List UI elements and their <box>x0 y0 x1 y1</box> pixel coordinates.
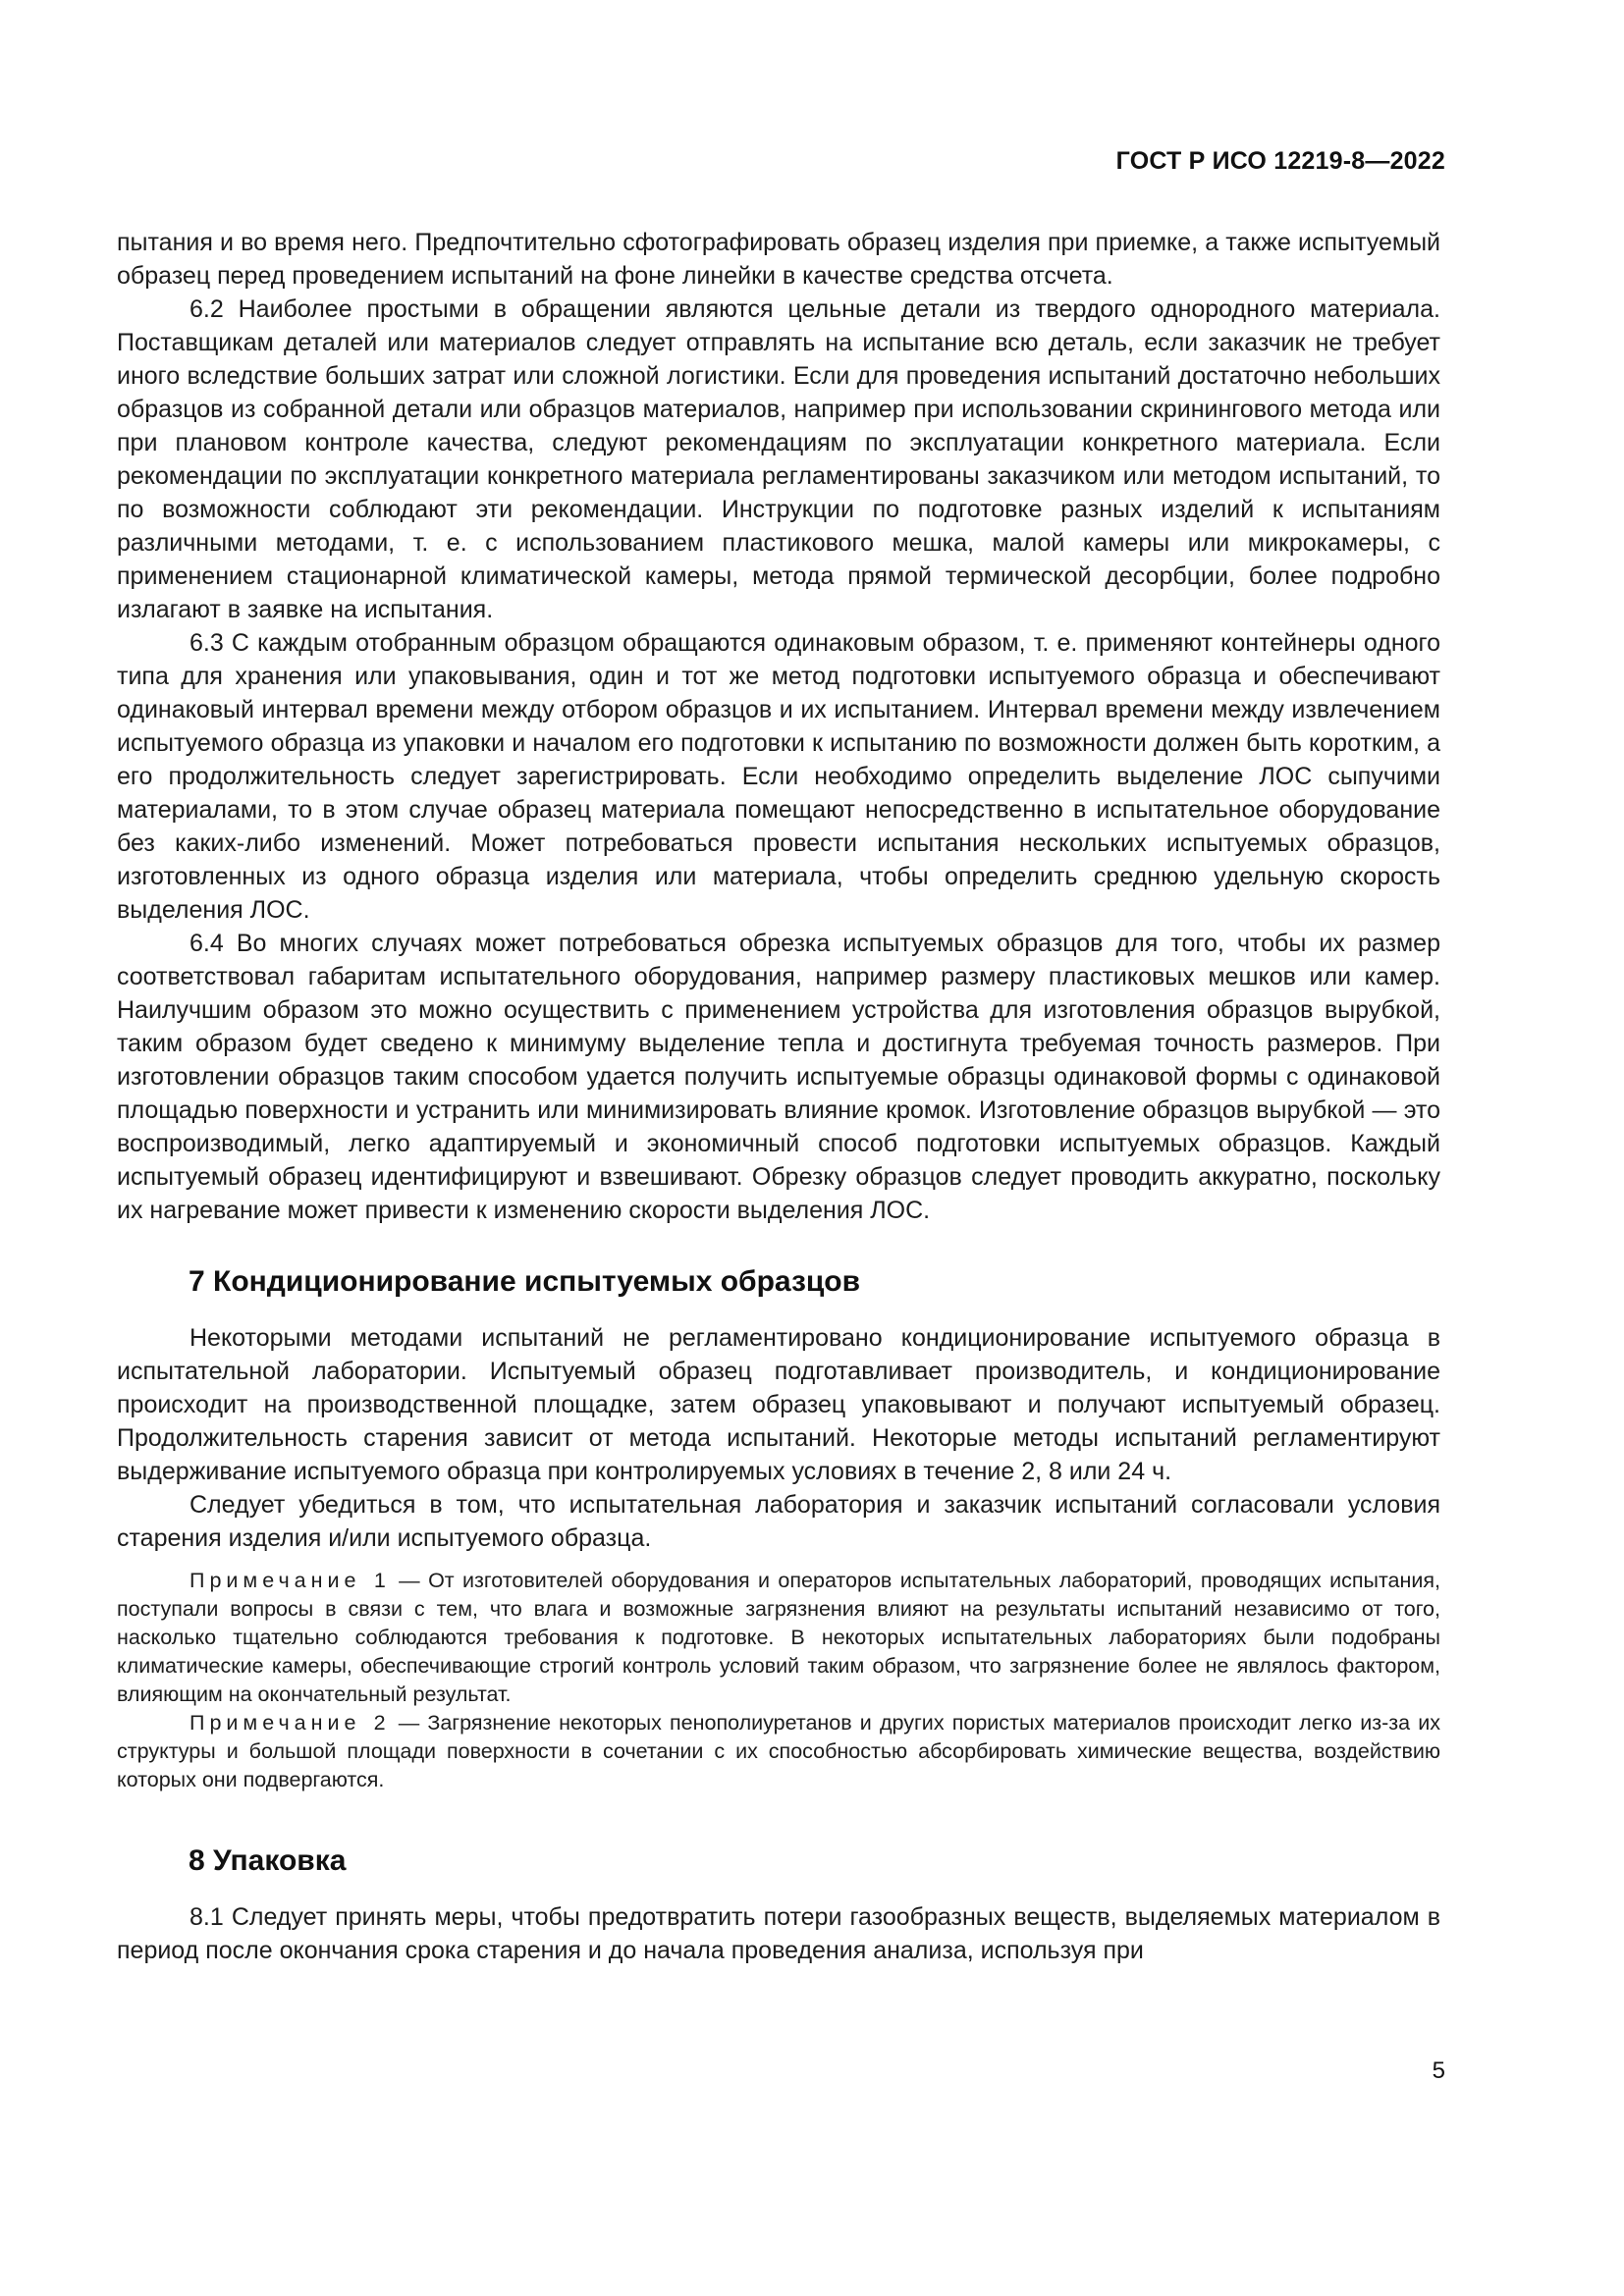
page-content <box>117 226 1440 1967</box>
section-7-paragraph: Некоторыми методами испытаний не регламентировано кондиционирование испытуемого образца в испытательной лаборатории. Испытуемый образец подготавливает производитель, и кондиционирование происходит на производственной площадке, затем образец упаковывают и получают испытуемый образец. Продолжительность старения зависит от метода испытаний. Некоторые методы испытаний регламентируют выдерживание испытуемого образца при контролируемых условиях в течение 2, 8 или 24 ч. <box>117 1324 1440 1485</box>
note-2 <box>117 1709 1440 1794</box>
paragraph-6-4: 6.4 Во многих случаях может потребоваться обрезка испытуемых образцов для того, чтобы их размер соответствовал габаритам испытательного оборудования, например размеру пластиковых мешков или камер. Наилучшим образом это можно осуществить с применением устройства для изготовления образцов вырубкой, таким образом будет сведено к минимуму выделение тепла и достигнута требуемая точность размеров. При изготовлении образцов таким способом удается получить испытуемые образцы одинаковой формы с одинаковой площадью поверхности и устранить или минимизировать влияние кромок. Изготовление образцов вырубкой — это воспроизводимый, легко адаптируемый и экономичный способ подготовки испытуемых образцов. Каждый испытуемый образец идентифицируют и взвешивают. Обрезку образцов следует проводить аккуратно, поскольку их нагревание может привести к изменению скорости выделения ЛОС. <box>117 930 1440 1224</box>
paragraph-6-2: 6.2 Наиболее простыми в обращении являются цельные детали из твердого однородного материала. Поставщикам деталей или материалов следует отправлять на испытание всю деталь, если заказчик не требует иного вследствие больших затрат или сложной логистики. Если для проведения испытаний достаточно небольших образцов из собранной детали или образцов материалов, например при использовании скринингового метода или при плановом контроле качества, следуют рекомендациям по эксплуатации конкретного материала. Если рекомендации по эксплуатации конкретного материала регламентированы заказчиком или методом испытаний, то по возможности соблюдают эти рекомендации. Инструкции по подготовке разных изделий к испытаниям различными методами, т. е. с использованием пластикового мешка, малой камеры или микрокамеры, с применением стационарной климатической камеры, метода прямой термической десорбции, более подробно излагают в заявке на испытания. <box>117 295 1440 623</box>
paragraph-8-1: 8.1 Следует принять меры, чтобы предотвратить потери газообразных веществ, выделяемых материалом в период после окончания срока старения и до начала проведения анализа, используя при <box>117 1903 1440 1964</box>
section-7-heading: 7 Кондиционирование испытуемых образцов <box>189 1265 861 1298</box>
note-label: Примечание 1 <box>189 1569 391 1592</box>
section-8-heading: 8 Упаковка <box>189 1844 347 1877</box>
note-1 <box>117 1567 1440 1709</box>
note-text: — Загрязнение некоторых пенополиуретанов и других пористых материалов происходит легко из-за их структуры и большой площади поверхности в сочетании с их способностью абсорбировать химические вещества, воздействию которых они подвергаются. <box>117 1711 1441 1791</box>
paragraph-6-3: 6.3 С каждым отобранным образцом обращаются одинаковым образом, т. е. применяют контейнеры одного типа для хранения или упаковывания, один и тот же метод подготовки испытуемого образца и обеспечивают одинаковый интервал времени между отбором образцов и их испытанием. Интервал времени между извлечением испытуемого образца из упаковки и началом его подготовки к испытанию по возможности должен быть коротким, а его продолжительность следует зарегистрировать. Если необходимо определить выделение ЛОС сыпучими материалами, то в этом случае образец материала помещают непосредственно в испытательное оборудование без каких-либо изменений. Может потребоваться провести испытания нескольких испытуемых образцов, изготовленных из одного образца изделия или материала, чтобы определить среднюю удельную скорость выделения ЛОС. <box>117 629 1440 924</box>
note-label: Примечание 2 <box>189 1711 391 1735</box>
standard-header: ГОСТ Р ИСО 12219-8—2022 <box>1115 147 1445 175</box>
paragraph-continuation: пытания и во время него. Предпочтительно сфотографировать образец изделия при приемке, а также испытуемый образец перед проведением испытаний на фоне линейки в качестве средства отсчета. <box>117 229 1440 290</box>
page-number: 5 <box>1432 2057 1445 2084</box>
section-7-paragraph: Следует убедиться в том, что испытательная лаборатория и заказчик испытаний согласовали условия старения изделия и/или испытуемого образца. <box>117 1491 1440 1552</box>
note-text: — От изготовителей оборудования и операторов испытательных лабораторий, проводящих испытания, поступали вопросы в связи с тем, что влага и возможные загрязнения влияют на результаты испытаний независимо от того, насколько тщательно соблюдаются требования к подготовке. В некоторых испытательных лабораториях были подобраны климатические камеры, обеспечивающие строгий контроль условий таким образом, что загрязнение более не являлось фактором, влияющим на окончательный результат. <box>117 1569 1441 1706</box>
